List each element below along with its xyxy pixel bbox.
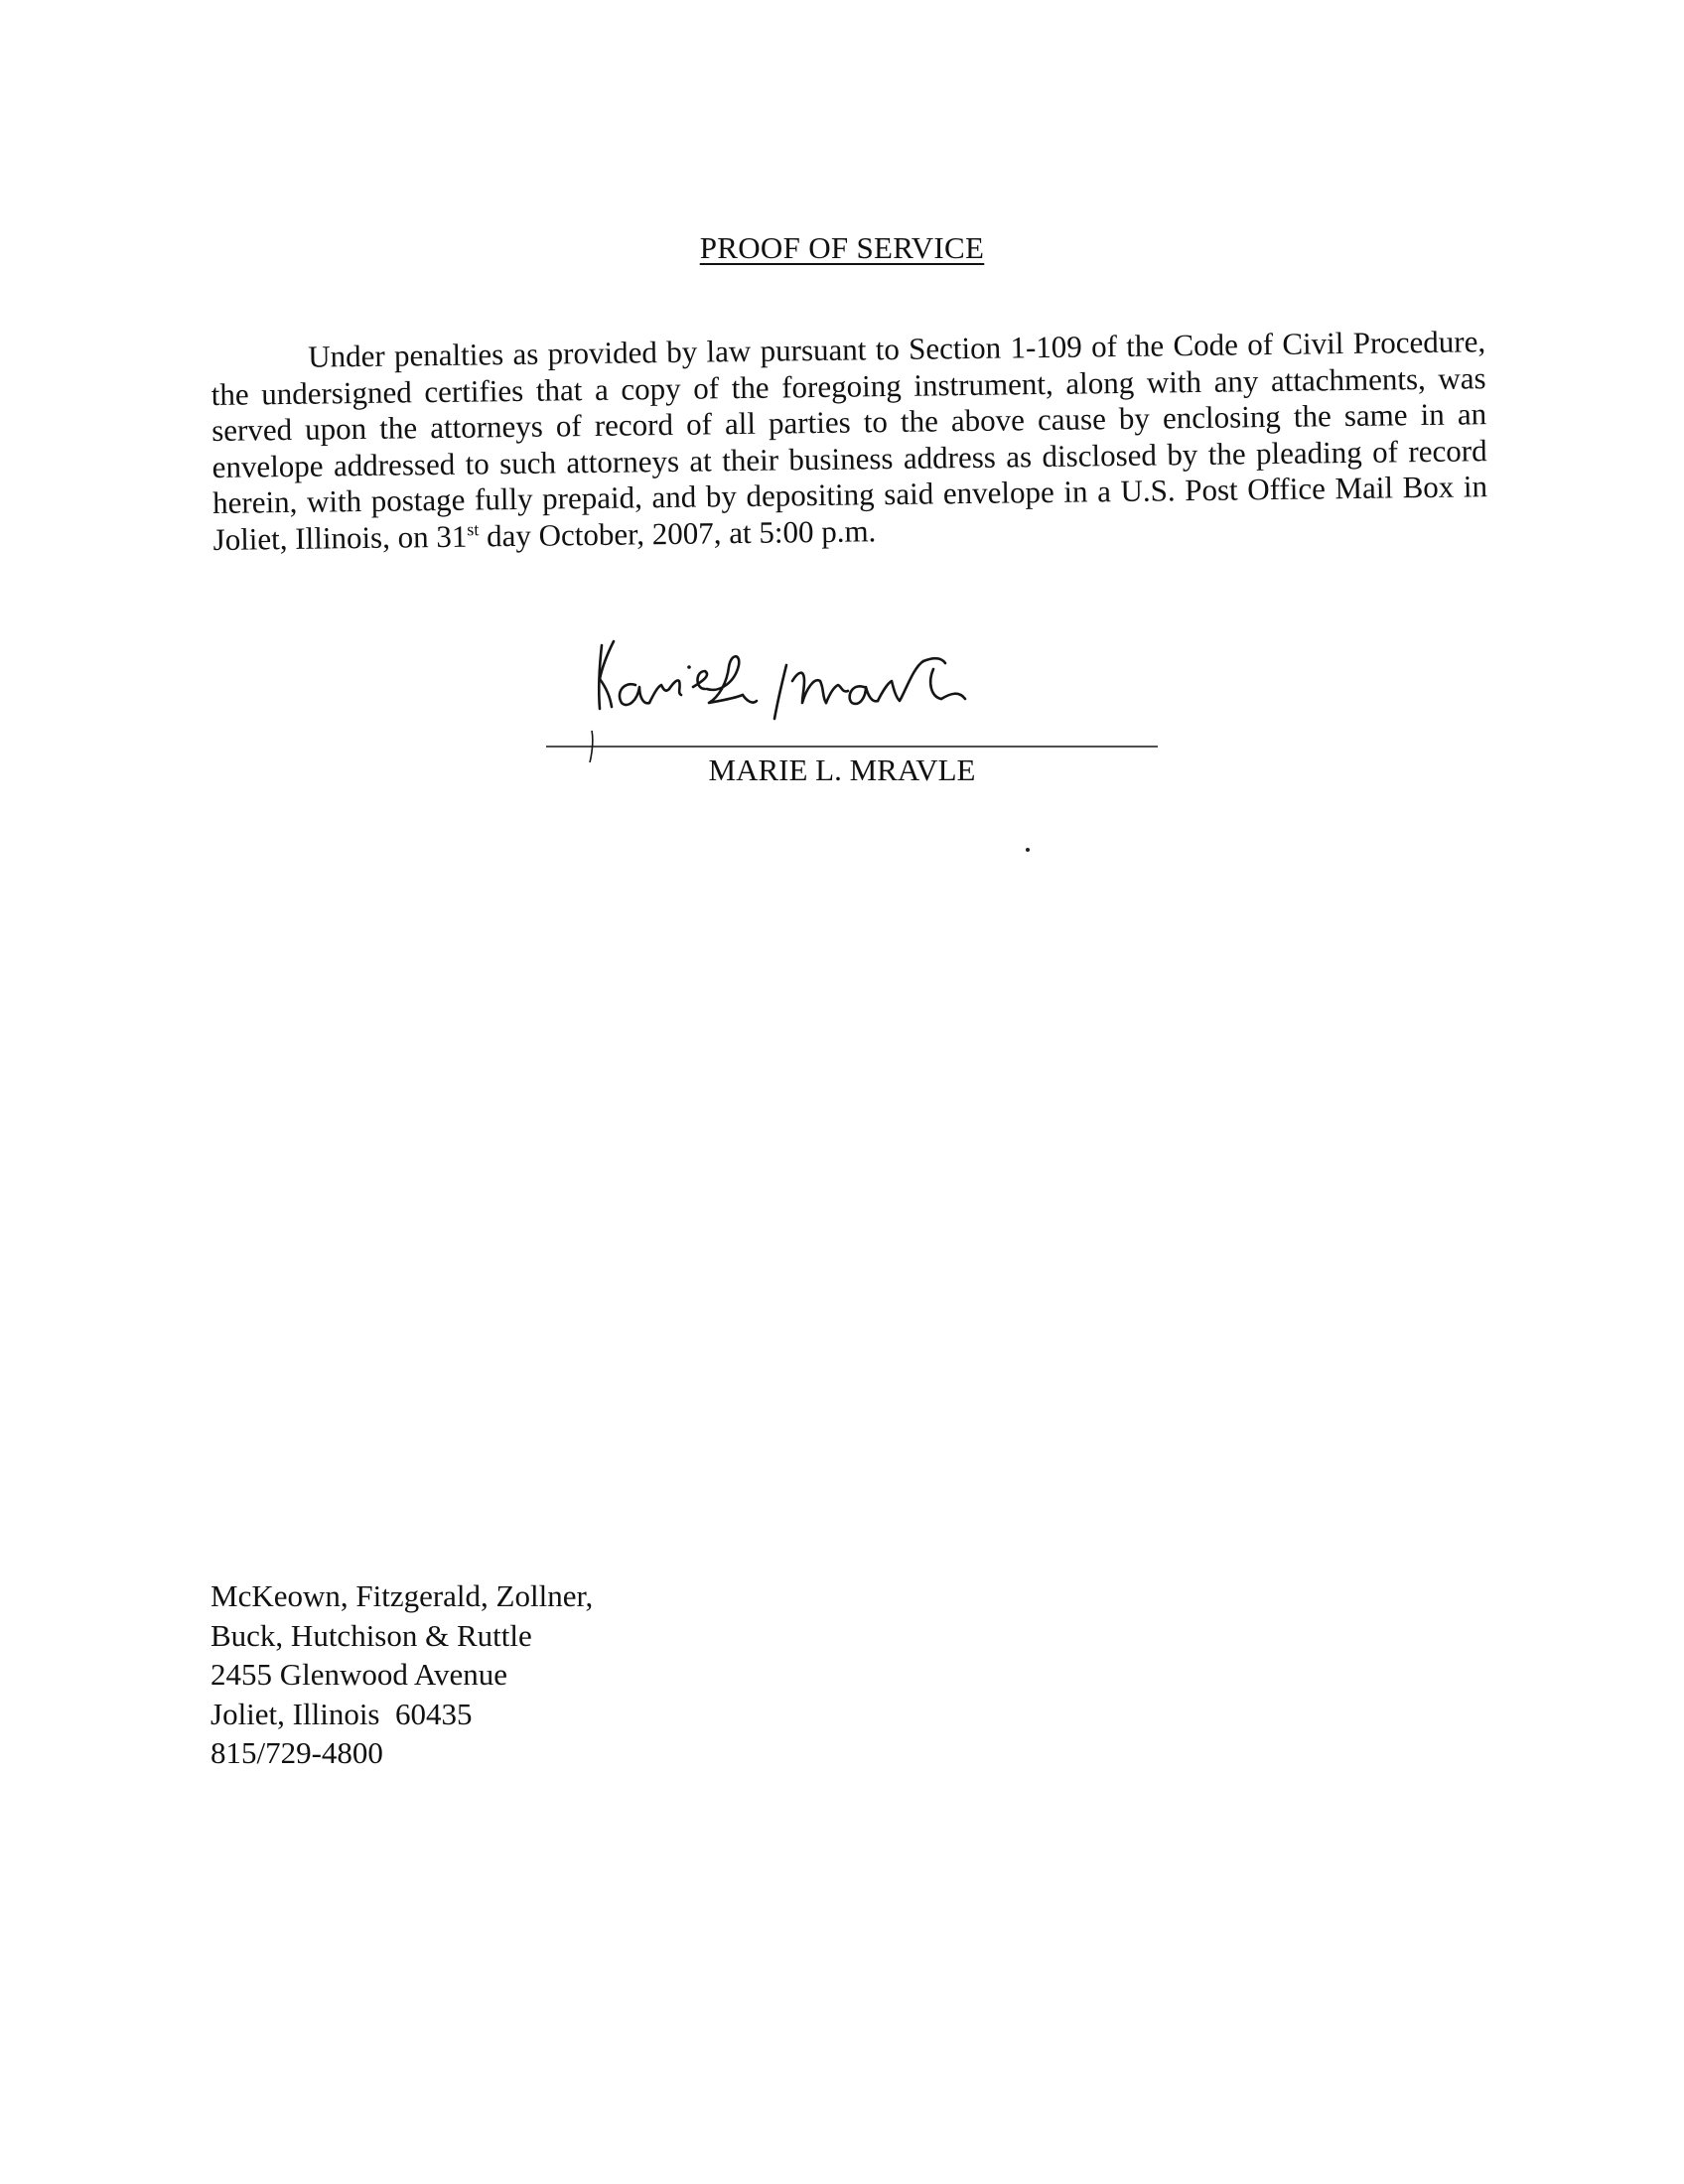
signer-name (0, 752, 1684, 788)
address-line: McKeown, Fitzgerald, Zollner, (210, 1578, 594, 1613)
address-line: 2455 Glenwood Avenue (210, 1657, 508, 1692)
date-ordinal-suffix: st (467, 518, 480, 539)
certification-text: Under penalties as provided by law pursuant to Section 1-109 of the Code of Civil Procedure, the undersigned certifies that a copy of the foregoing instrument, along with any attachments, was served upon the attorneys of record of all parties to the above cause by enclosing the same in an envelope addressed to such attorneys at their business address as disclosed by the pleading of record herein, with postage fully prepaid, and by depositing said envelope in a U.S. Post Office Mail Box in Joliet, Illinois, on 31 (210, 324, 1488, 557)
address-line: Joliet, Illinois 60435 (210, 1696, 473, 1731)
stray-mark (1026, 848, 1030, 852)
document-title (0, 230, 1684, 266)
handwritten-signature (544, 623, 1160, 762)
certification-text-end: day October, 2007, at 5:00 p.m. (479, 512, 877, 553)
signer-name-text: MARIE L. MRAVLE (708, 752, 976, 787)
address-line: Buck, Hutchison & Ruttle (210, 1617, 532, 1653)
document-title-text: PROOF OF SERVICE (699, 230, 985, 265)
attorney-address-block (210, 1576, 593, 1773)
address-line: 815/729-4800 (210, 1735, 383, 1770)
certification-paragraph (210, 324, 1488, 558)
